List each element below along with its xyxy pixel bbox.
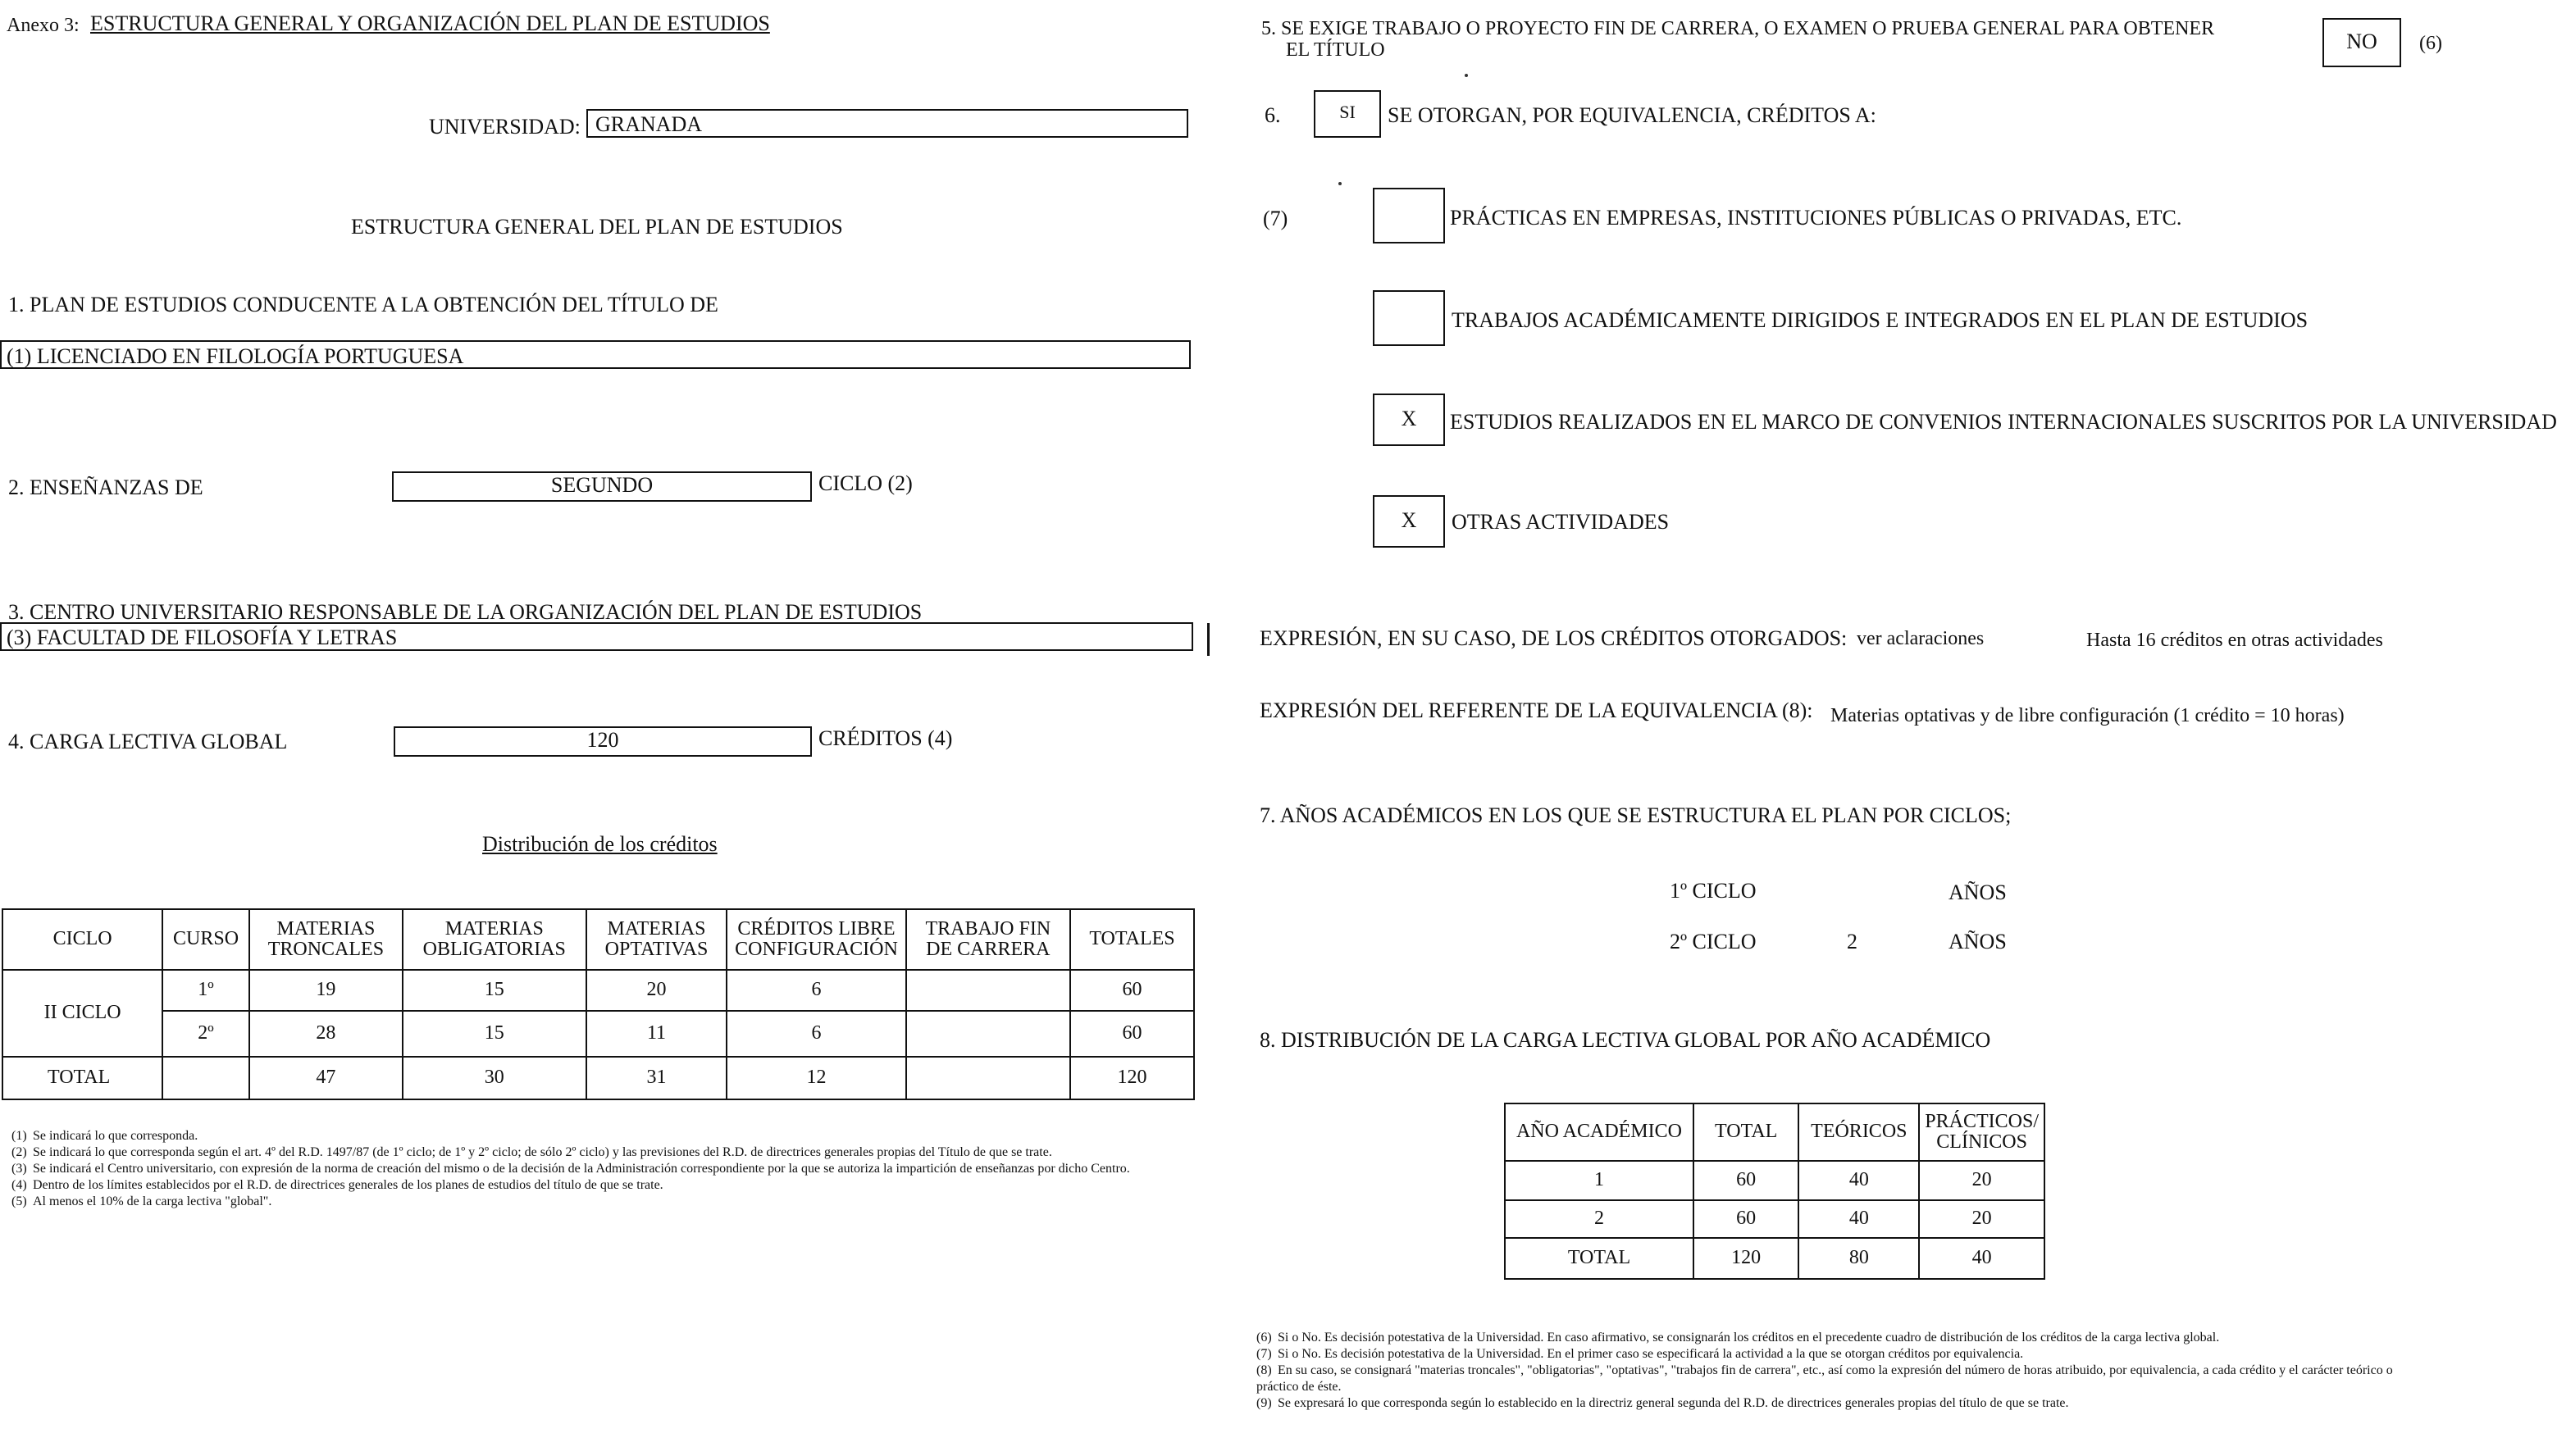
item5-line2: EL TÍTULO — [1286, 39, 1385, 61]
table-cell: 40 — [1798, 1200, 1919, 1238]
option-label: OTRAS ACTIVIDADES — [1452, 510, 1670, 534]
annex-title: ESTRUCTURA GENERAL Y ORGANIZACIÓN DEL PLAN DE ESTUDIOS — [90, 11, 770, 35]
item1-label: 1. PLAN DE ESTUDIOS CONDUCENTE A LA OBTENCIÓN DEL TÍTULO DE — [8, 293, 718, 316]
footnotes-right — [1256, 1330, 2437, 1412]
table-cell: 6 — [727, 970, 905, 1011]
header-cell: TRABAJO FIN DE CARRERA — [906, 909, 1070, 970]
item5-note: (6) — [2419, 33, 2442, 54]
footnote: (2) Se indicará lo que corresponda según el art. 4º del R.D. 1497/87 (de 1º ciclo; de 1º y 2º ciclo; de sólo 2º ciclo) y las previsiones del R.D. de directrices generales propias del Título de que se trate. — [11, 1145, 1052, 1159]
table-cell: TOTAL — [2, 1057, 162, 1099]
cycle2-label: 2º CICLO — [1670, 930, 1757, 953]
cycle2-unit: AÑOS — [1949, 930, 2007, 953]
table-cell: 40 — [1798, 1161, 1919, 1200]
table-cell: 20 — [586, 970, 727, 1011]
footnote: (5) Al menos el 10% de la carga lectiva "global". — [11, 1194, 272, 1208]
cycle2-years: 2 — [1847, 930, 1857, 953]
table-cell: 120 — [1070, 1057, 1194, 1099]
load-value: 120 — [586, 728, 619, 752]
table-cell: 80 — [1798, 1238, 1919, 1279]
header-cell: MATERIAS TRONCALES — [249, 909, 403, 970]
table-cell: 31 — [586, 1057, 727, 1099]
distribution-title: Distribución de los créditos — [482, 832, 718, 856]
option-label: ESTUDIOS REALIZADOS EN EL MARCO DE CONVENIOS INTERNACIONALES SUSCRITOS POR LA UNIVERSIDAD — [1450, 410, 2557, 434]
years-table — [1504, 1103, 2045, 1280]
table-cell: 15 — [403, 1011, 586, 1057]
header-cell: TOTALES — [1070, 909, 1194, 970]
cycle-suffix: CICLO (2) — [818, 471, 913, 495]
ciclo-cell: II CICLO — [2, 970, 162, 1057]
footnote: (8) En su caso, se consignará "materias troncales", "obligatorias", "optativas", "trabajos fin de carrera", etc., así como la expresión del número de horas atribuido, por equivalencia, a cada crédito y el carácter teórico o práctico de éste. — [1256, 1363, 2393, 1394]
cycle-value: SEGUNDO — [550, 473, 654, 497]
expr-ref-value: Materias optativas y de libre configuración (1 crédito = 10 horas) — [1830, 705, 2345, 726]
table-cell: 1º — [162, 970, 249, 1011]
annex-prefix: Anexo 3: — [7, 15, 80, 36]
header-cell: MATERIAS OBLIGATORIAS — [403, 909, 586, 970]
table-row — [2, 1011, 1194, 1057]
item2-label: 2. ENSEÑANZAS DE — [8, 475, 203, 499]
option-mark-x: X — [1401, 407, 1417, 430]
item6-note: (7) — [1263, 207, 1288, 230]
university-value: GRANADA — [595, 112, 702, 136]
table-cell: 20 — [1919, 1161, 2044, 1200]
table-cell — [162, 1057, 249, 1099]
section-title: ESTRUCTURA GENERAL DEL PLAN DE ESTUDIOS — [351, 215, 843, 239]
footnote: (1) Se indicará lo que corresponda. — [11, 1129, 198, 1143]
expr-credits-value2: Hasta 16 créditos en otras actividades — [2086, 630, 2383, 651]
item3-label: 3. CENTRO UNIVERSITARIO RESPONSABLE DE LA ORGANIZACIÓN DEL PLAN DE ESTUDIOS — [8, 600, 923, 624]
footnote: (6) Si o No. Es decisión potestativa de la Universidad. En caso afirmativo, se consignarán los créditos en el precedente cuadro de distribución de los créditos de la carga lectiva global. — [1256, 1331, 2220, 1345]
degree-value: (1) LICENCIADO EN FILOLOGÍA PORTUGUESA — [7, 344, 464, 368]
total-row — [2, 1057, 1194, 1099]
table-cell: 60 — [1693, 1200, 1798, 1238]
table-cell: 2º — [162, 1011, 249, 1057]
footnote: (9) Se expresará lo que corresponda según lo establecido en la directriz general segunda del R.D. de directrices generales propias del título de que se trate. — [1256, 1396, 2069, 1410]
item7-label: 7. AÑOS ACADÉMICOS EN LOS QUE SE ESTRUCTURA EL PLAN POR CICLOS; — [1260, 803, 2012, 827]
total-row — [1505, 1238, 2044, 1279]
footnote: (7) Si o No. Es decisión potestativa de la Universidad. En el primer caso se especificará la actividad a la que se otorgan créditos por equivalencia. — [1256, 1347, 2024, 1361]
item6-value: SI — [1339, 102, 1356, 122]
option-mark-x: X — [1401, 508, 1417, 532]
option-label: TRABAJOS ACADÉMICAMENTE DIRIGIDOS E INTEGRADOS EN EL PLAN DE ESTUDIOS — [1452, 308, 2309, 332]
expr-ref-label: EXPRESIÓN DEL REFERENTE DE LA EQUIVALENCIA (8): — [1260, 698, 1813, 722]
years-header-row — [1505, 1103, 2044, 1161]
footnote: (3) Se indicará el Centro universitario, con expresión de la norma de creación del mismo o de la decisión de la Administración correspondiente por la que se autoriza la impartición de enseñanzas por dicho Centro. — [11, 1162, 1130, 1176]
expr-credits-label: EXPRESIÓN, EN SU CASO, DE LOS CRÉDITOS OTORGADOS: — [1260, 626, 1848, 650]
footnote: (4) Dentro de los límites establecidos por el R.D. de directrices generales de los planes de estudios del título de que se trate. — [11, 1178, 663, 1192]
table-cell: 12 — [727, 1057, 905, 1099]
table-row — [2, 970, 1194, 1011]
header-cell: CRÉDITOS LIBRE CONFIGURACIÓN — [727, 909, 905, 970]
item4-label: 4. CARGA LECTIVA GLOBAL — [8, 730, 288, 753]
table-cell — [906, 970, 1070, 1011]
header-cell: AÑO ACADÉMICO — [1505, 1103, 1693, 1161]
table-cell — [906, 1011, 1070, 1057]
table-cell: 60 — [1693, 1161, 1798, 1200]
header-cell: PRÁCTICOS/ CLÍNICOS — [1919, 1103, 2044, 1161]
footnotes-left — [11, 1128, 1192, 1210]
credits-table — [2, 908, 1195, 1100]
table-cell: 60 — [1070, 970, 1194, 1011]
item6-num: 6. — [1265, 103, 1281, 127]
table-cell: 47 — [249, 1057, 403, 1099]
table-cell: 15 — [403, 970, 586, 1011]
table-cell: 19 — [249, 970, 403, 1011]
header-cell: MATERIAS OPTATIVAS — [586, 909, 727, 970]
table-cell: 120 — [1693, 1238, 1798, 1279]
table-cell: 11 — [586, 1011, 727, 1057]
header-cell: TOTAL — [1693, 1103, 1798, 1161]
table-cell: 60 — [1070, 1011, 1194, 1057]
speck — [1465, 74, 1468, 77]
speck — [1338, 182, 1342, 185]
option-label: PRÁCTICAS EN EMPRESAS, INSTITUCIONES PÚBLICAS O PRIVADAS, ETC. — [1450, 206, 2182, 230]
item8-label: 8. DISTRIBUCIÓN DE LA CARGA LECTIVA GLOBAL POR AÑO ACADÉMICO — [1260, 1028, 1991, 1052]
table-cell: TOTAL — [1505, 1238, 1693, 1279]
load-suffix: CRÉDITOS (4) — [818, 726, 953, 750]
table-cell: 1 — [1505, 1161, 1693, 1200]
option-box — [1373, 188, 1445, 243]
item6-label: SE OTORGAN, POR EQUIVALENCIA, CRÉDITOS A: — [1388, 103, 1876, 127]
item5-line1: 5. SE EXIGE TRABAJO O PROYECTO FIN DE CARRERA, O EXAMEN O PRUEBA GENERAL PARA OBTENER — [1261, 18, 2215, 39]
center-value: (3) FACULTAD DE FILOSOFÍA Y LETRAS — [7, 626, 398, 649]
university-label: UNIVERSIDAD: — [429, 115, 581, 139]
credits-header-row — [2, 909, 1194, 970]
header-cell: CURSO — [162, 909, 249, 970]
table-cell: 6 — [727, 1011, 905, 1057]
expr-credits-value1: ver aclaraciones — [1857, 628, 1985, 649]
cycle1-label: 1º CICLO — [1670, 879, 1757, 903]
item5-value: NO — [2346, 30, 2377, 53]
table-cell: 20 — [1919, 1200, 2044, 1238]
table-row — [1505, 1161, 2044, 1200]
table-row — [1505, 1200, 2044, 1238]
table-cell: 28 — [249, 1011, 403, 1057]
table-cell: 40 — [1919, 1238, 2044, 1279]
table-cell — [906, 1057, 1070, 1099]
header-cell: CICLO — [2, 909, 162, 970]
header-cell: TEÓRICOS — [1798, 1103, 1919, 1161]
margin-mark — [1207, 623, 1210, 656]
option-box — [1373, 290, 1445, 346]
table-cell: 30 — [403, 1057, 586, 1099]
table-cell: 2 — [1505, 1200, 1693, 1238]
cycle1-unit: AÑOS — [1949, 880, 2007, 904]
